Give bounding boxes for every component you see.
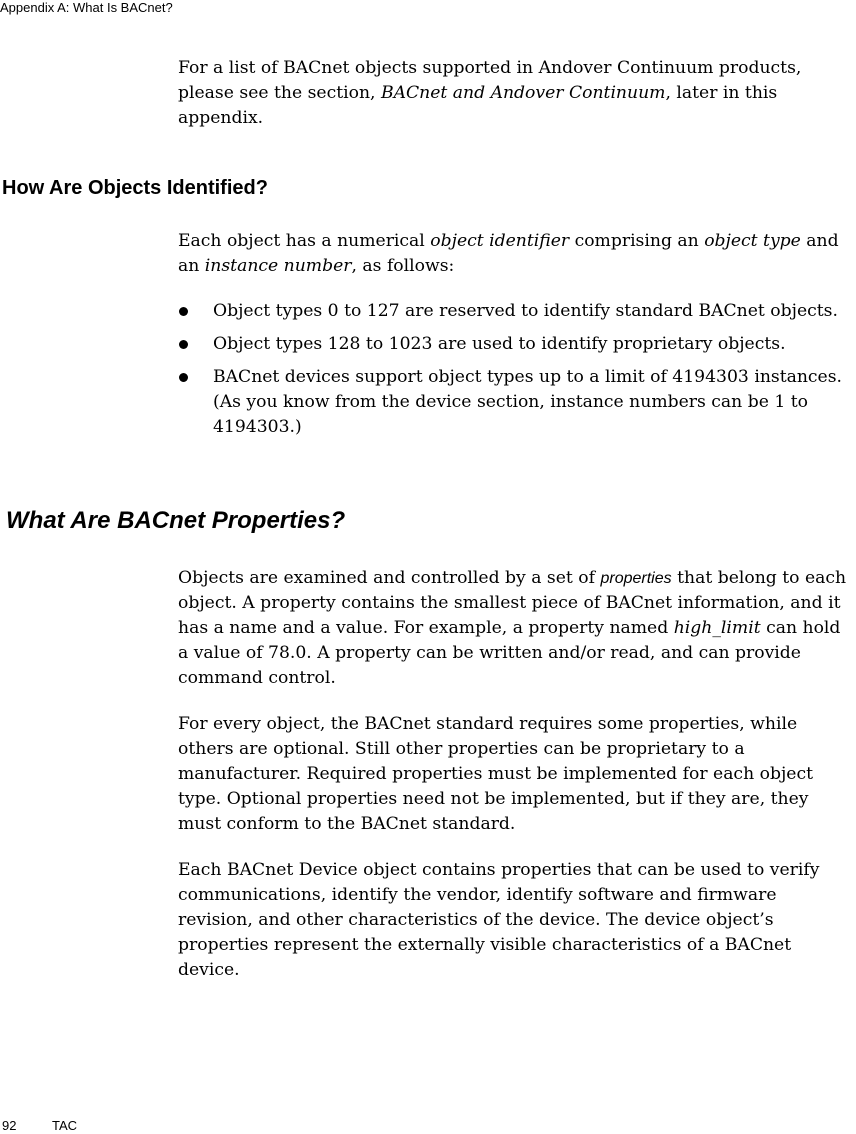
list-item [178,299,856,324]
list-item [178,332,856,357]
properties-paragraph-2: For every object, the BACnet standard requires some properties, while others are optional. Still other properties can be proprietary to a manufacturer. Required properties must be implemented for each object type. Optional properties need not be implemented, but if they are, they must conform to the BACnet standard. [178,714,813,834]
intro-paragraph [178,56,856,131]
bullet-text: BACnet devices support object types up to a limit of 4194303 instances. (As you know from the device section, instance numbers can be 1 to 4194303.) [213,367,843,437]
bullet-icon [179,307,188,316]
term-instance-number: instance number [204,256,352,276]
term-properties: properties [600,570,672,587]
prop-text-3: can hold a value of 78.0. A property can be written and/or read, and can provide command control. [178,618,841,688]
list-item [178,365,856,440]
heading-objects-identified: How Are Objects Identified? [2,177,268,199]
term-object-identifier: object identifier [430,231,570,251]
objects-paragraph [178,229,856,279]
intro-section-reference: BACnet and Andover Continuum [380,83,666,103]
bullet-icon [179,340,188,349]
prop-text-2: that belong to each object. A property contains the smallest piece of BACnet information, and it has a name and a value. For example, a property named [178,568,847,638]
footer-label: TAC [52,1118,78,1133]
prop-text-1: Objects are examined and controlled by a set of [178,568,601,588]
intro-text-2: , later in this appendix. [178,83,778,128]
objects-text-3: and an [178,231,839,276]
bullet-text: Object types 0 to 127 are reserved to identify standard BACnet objects. [213,301,838,321]
objects-text-4: , as follows: [351,256,455,276]
term-object-type: object type [704,231,801,251]
objects-text-1: Each object has a numerical [178,231,431,251]
objects-text-2: comprising an [569,231,705,251]
bullet-icon [179,373,188,382]
object-type-bullet-list [178,299,856,448]
properties-paragraph-1 [178,566,856,691]
intro-text-1: For a list of BACnet objects supported in Andover Continuum products, please see the section, [178,58,802,103]
page-number: 92 [2,1118,17,1133]
term-high-limit: high_limit [673,618,761,638]
running-header: Appendix A: What Is BACnet? [0,0,173,15]
properties-paragraph-3: Each BACnet Device object contains properties that can be used to verify communications, identify the vendor, identify software and firmware revision, and other characteristics of the device. The device object’s properties represent the externally visible characteristics of a BACnet device. [178,860,820,980]
heading-bacnet-properties: What Are BACnet Properties? [6,507,346,534]
bullet-text: Object types 128 to 1023 are used to identify proprietary objects. [213,334,786,354]
